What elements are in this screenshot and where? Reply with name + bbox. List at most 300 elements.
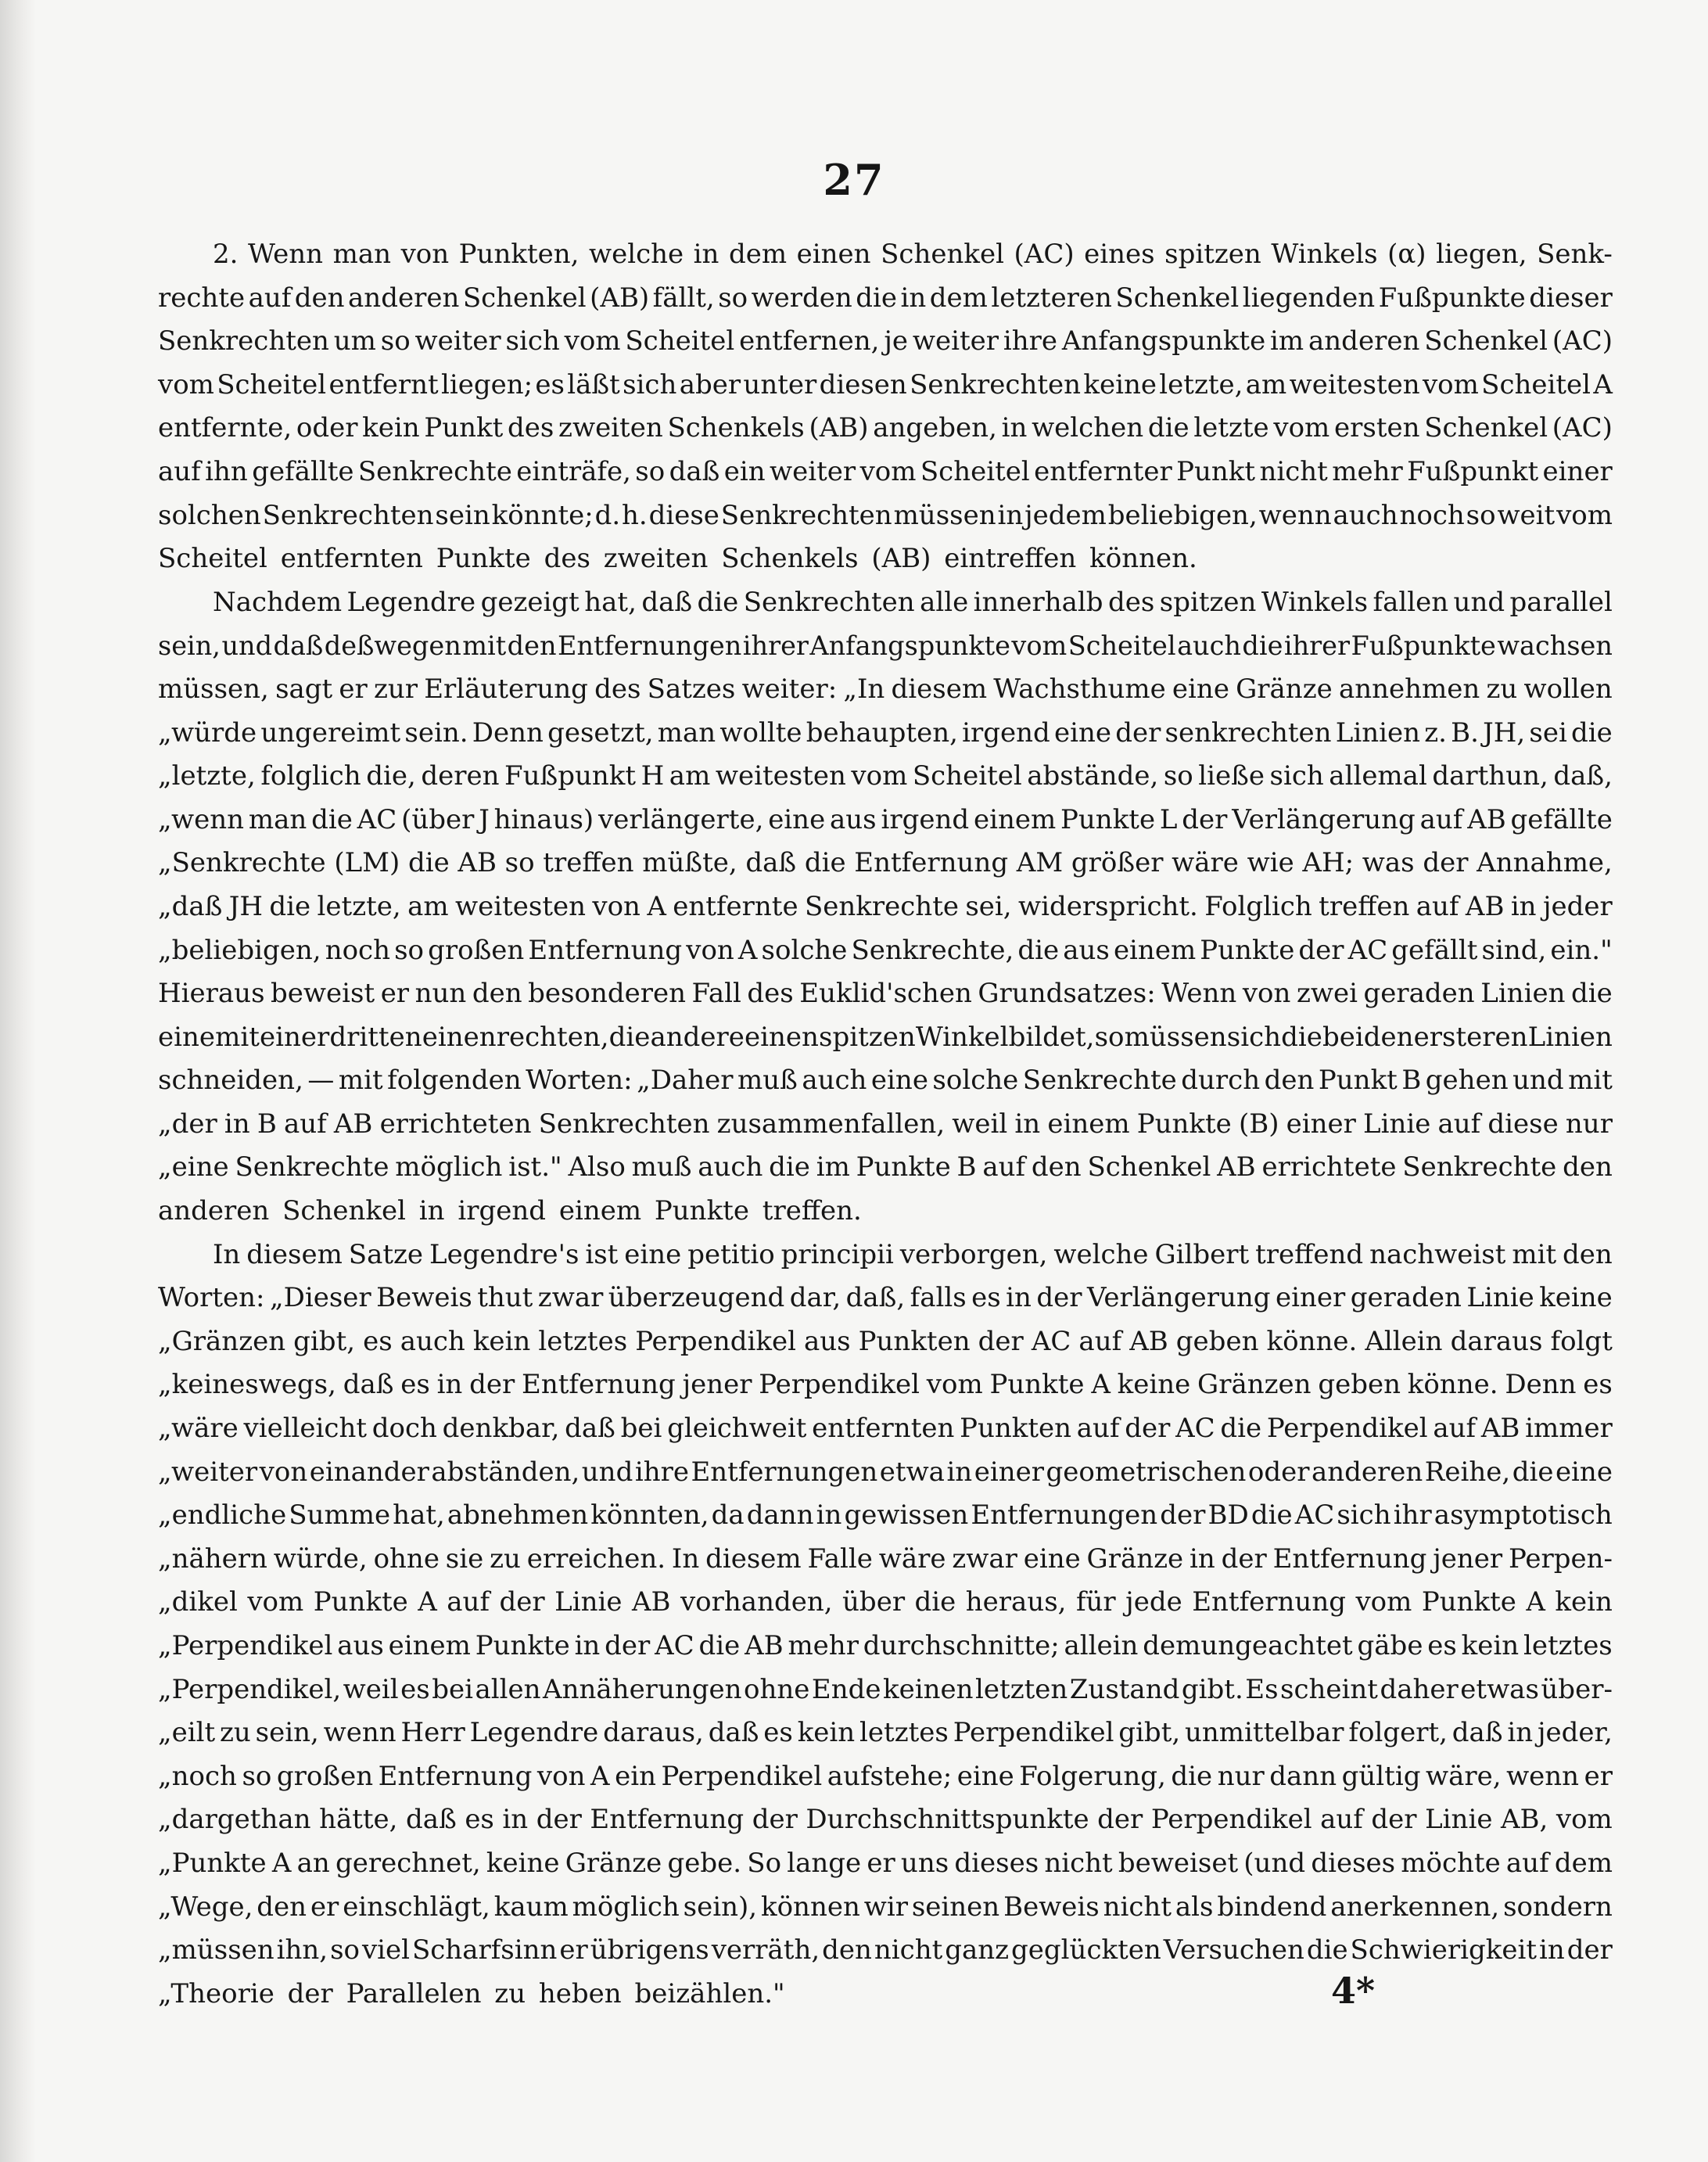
text-line <box>158 1711 1613 1755</box>
word: ist." <box>508 1151 562 1183</box>
word: und <box>1512 1065 1564 1097</box>
word: Entfernung <box>590 1804 745 1836</box>
word: auch <box>698 1151 763 1183</box>
word: Folgerung, <box>1019 1760 1166 1792</box>
word: dem <box>1554 1847 1613 1879</box>
word: in <box>436 1369 463 1401</box>
word: B. <box>1451 716 1479 749</box>
word: Annäherungen <box>543 1673 742 1705</box>
word: So <box>747 1847 782 1879</box>
word: denkbar, <box>442 1413 560 1445</box>
word: man <box>332 239 392 270</box>
word: welchen <box>1032 412 1144 444</box>
text-line <box>158 624 1613 668</box>
word: BD <box>1207 1499 1249 1532</box>
word: wie <box>1247 847 1294 879</box>
word: am <box>407 890 449 922</box>
word: 2. <box>213 239 239 270</box>
word: welche <box>588 239 684 270</box>
word: man <box>657 716 716 749</box>
word: Schenkel <box>1424 412 1548 444</box>
word: der <box>1298 934 1344 966</box>
word: eine <box>1172 673 1229 705</box>
word: keine <box>486 1847 560 1879</box>
text-line <box>158 1320 1613 1364</box>
word: Nachdem <box>213 586 343 618</box>
word: ihn <box>205 455 248 487</box>
word: Linien <box>1335 716 1421 749</box>
word: spitzen <box>1159 586 1257 618</box>
word: durchschnitte; <box>863 1630 1060 1661</box>
word: sich <box>505 325 560 357</box>
word: AB <box>1467 803 1506 835</box>
word: zwar <box>537 1282 604 1314</box>
word: AB <box>1480 1413 1520 1445</box>
word: kein <box>362 412 420 444</box>
word: Senkrechten <box>158 325 329 357</box>
word: gebe. <box>667 1847 742 1879</box>
word: des <box>747 978 794 1010</box>
word: jeder, <box>1538 1717 1613 1749</box>
word: Linie <box>1425 1804 1493 1836</box>
word: die <box>1281 1021 1322 1053</box>
word: liegen, <box>1436 239 1527 270</box>
word: vom <box>158 368 214 400</box>
word: im <box>1270 325 1304 357</box>
word: diesen <box>819 368 907 400</box>
word: petitio <box>687 1238 775 1270</box>
word: falls <box>910 1282 967 1314</box>
word: auch <box>1333 499 1398 531</box>
word: Denn <box>472 716 544 749</box>
word: weil <box>343 1673 399 1705</box>
word: Linien <box>1480 978 1566 1010</box>
word: Punkte <box>856 1151 951 1183</box>
word: sei, <box>965 890 1012 922</box>
word: ist <box>585 1238 619 1270</box>
word: gibt, <box>1118 1717 1181 1749</box>
word: treffend <box>1255 1238 1364 1270</box>
word: beweiset <box>1118 1847 1239 1879</box>
word: Winkels <box>1261 586 1369 618</box>
word: noch <box>325 934 390 966</box>
word: und <box>1453 586 1505 618</box>
word: vom <box>1011 630 1068 662</box>
word: am <box>1245 368 1287 400</box>
word: liegen; <box>440 368 533 400</box>
word: entfernen, <box>739 325 880 357</box>
word: Entfernungen <box>971 1499 1158 1532</box>
word: daß <box>406 1804 457 1836</box>
word: Senkrechte <box>804 890 959 922</box>
word: weitesten <box>454 890 586 922</box>
word: solche <box>761 934 848 966</box>
word: auf <box>1416 890 1459 922</box>
word: Zustand <box>1069 1673 1180 1705</box>
word: aus <box>1063 934 1110 966</box>
word: Perpendikel <box>1150 1804 1312 1836</box>
word: aber <box>679 368 741 400</box>
word: in <box>693 239 719 270</box>
word: errichteten <box>379 1108 532 1140</box>
word: daß <box>745 847 797 879</box>
word: darthun, <box>1432 760 1548 792</box>
word: der <box>1097 1804 1143 1836</box>
word: wäre <box>1172 847 1239 879</box>
word: die <box>1017 934 1060 966</box>
word: vorhanden, <box>680 1586 833 1618</box>
word: wachsen <box>1497 630 1613 662</box>
word: deßwegen <box>324 630 461 662</box>
word: in <box>1014 1108 1041 1140</box>
word: asymptotisch <box>1434 1499 1613 1532</box>
word: Wenn <box>1161 978 1237 1010</box>
word: Schenkels <box>667 412 805 444</box>
word: abständen, <box>431 1456 580 1488</box>
word: wenn <box>1506 1760 1580 1792</box>
word: letztes <box>859 1717 949 1749</box>
text-line <box>158 929 1613 973</box>
word: kein <box>1555 1586 1613 1618</box>
word: A <box>647 890 666 922</box>
word: daß <box>641 586 693 618</box>
word: keine <box>1083 368 1157 400</box>
word: der <box>1221 1542 1267 1575</box>
word: Punkten, <box>458 239 580 270</box>
word: sein, <box>158 630 221 662</box>
text-line <box>158 1451 1613 1495</box>
word: geraden <box>1350 1282 1462 1314</box>
word: müssen <box>893 499 996 531</box>
word: Versuchen <box>1163 1934 1304 1966</box>
word: nicht <box>1103 1891 1172 1923</box>
word: ihrer <box>1283 630 1351 662</box>
word: würde, <box>273 1542 368 1575</box>
word: gehen <box>1425 1065 1509 1097</box>
word: Punkt <box>424 412 504 444</box>
word: dem <box>728 239 788 270</box>
word: den <box>1031 1151 1082 1183</box>
word: seinen <box>911 1891 1000 1923</box>
word: geometrischen <box>1046 1456 1247 1488</box>
word: so <box>1163 760 1193 792</box>
word: Linie <box>554 1586 623 1618</box>
word: doch <box>371 1413 437 1445</box>
word: mit <box>1512 1238 1557 1270</box>
word: Annahme, <box>1477 847 1613 879</box>
word: es <box>535 368 565 400</box>
word: nicht <box>1044 1847 1113 1879</box>
word: ihre <box>1003 325 1057 357</box>
word: liegenden <box>1242 282 1376 314</box>
word: sein <box>435 499 490 531</box>
word: wenn <box>323 1717 396 1749</box>
word: etwas <box>1460 1673 1539 1705</box>
word: noch <box>1399 499 1465 531</box>
word: so <box>1094 1021 1125 1053</box>
word: in <box>1001 412 1028 444</box>
word: Punkte <box>1421 1586 1516 1618</box>
word: jedem <box>1024 499 1107 531</box>
word: Beweis <box>376 1282 472 1314</box>
word: er <box>867 1847 895 1879</box>
word: die <box>856 282 898 314</box>
word: es <box>400 1673 430 1705</box>
word: keinen <box>883 1673 974 1705</box>
word: „eine <box>158 1151 229 1183</box>
word: einträfe, <box>516 455 631 487</box>
word: es <box>1583 1369 1613 1401</box>
word: auch <box>1177 630 1241 662</box>
word: Winkel <box>915 1021 1009 1053</box>
word: so <box>242 1760 272 1792</box>
word: „letzte, <box>158 760 256 792</box>
word: die <box>698 1630 741 1661</box>
text-line <box>158 407 1613 451</box>
word: Linie <box>1363 1108 1431 1140</box>
word: Entfernung <box>1272 1542 1427 1575</box>
word: nicht <box>1259 455 1328 487</box>
word: der <box>1182 803 1228 835</box>
word: (AB) <box>809 412 869 444</box>
word: viel <box>361 1934 411 1966</box>
word: zwei <box>1296 978 1358 1010</box>
word: zusammenfallen, <box>716 1108 946 1140</box>
word: es <box>763 1717 793 1749</box>
word: auf <box>283 1108 327 1140</box>
word: allemal <box>1329 760 1427 792</box>
word: Senkrechten <box>743 586 915 618</box>
word: beweist <box>271 978 375 1010</box>
word: Erläuterung <box>424 673 588 705</box>
text-line-content: anderen Schenkel in irgend einem Punkte treffen. <box>158 1195 862 1227</box>
word: Punkte <box>313 1586 408 1618</box>
word: Senkrechten <box>720 499 892 531</box>
word: er <box>310 1891 339 1923</box>
word: auf <box>982 1151 1026 1183</box>
word: Scheitel <box>625 325 735 357</box>
word: „der <box>158 1108 217 1140</box>
word: in <box>1538 1934 1565 1966</box>
word: einer <box>259 1021 330 1053</box>
text-line <box>158 581 1613 625</box>
word: Schenkel <box>462 282 587 314</box>
word: andere <box>650 1021 745 1053</box>
word: treffen <box>543 847 634 879</box>
word: in <box>1006 1282 1032 1314</box>
word: Worten: <box>526 1065 633 1097</box>
word: Senkrechte <box>1022 1065 1177 1097</box>
word: Ende <box>811 1673 881 1705</box>
word: entfernt <box>328 368 439 400</box>
word: vom <box>247 1586 304 1618</box>
word: es <box>1427 1630 1457 1661</box>
word: „wäre <box>158 1413 239 1445</box>
word: AC <box>1175 1413 1215 1445</box>
word: aufstehe; <box>827 1760 953 1792</box>
word: „weiter <box>158 1456 258 1488</box>
text-line <box>158 1407 1613 1451</box>
word: Punkte <box>1060 803 1156 835</box>
text-line <box>158 1016 1613 1060</box>
word: einem <box>1113 934 1197 966</box>
word: sei <box>1529 716 1567 749</box>
word: wollen <box>1523 673 1613 705</box>
word: ihrer <box>742 630 809 662</box>
word: die <box>1306 1934 1348 1966</box>
word: deren <box>421 760 500 792</box>
text-line <box>158 1538 1613 1582</box>
word: einer <box>974 1456 1044 1488</box>
word: Wenn <box>247 239 324 270</box>
word: allein <box>1064 1630 1139 1661</box>
word: der <box>1125 1413 1171 1445</box>
word: Also <box>568 1151 626 1183</box>
word: der <box>1160 1499 1206 1532</box>
word: AB <box>1465 890 1505 922</box>
word: zu <box>490 1542 521 1575</box>
word: letztes <box>538 1325 628 1357</box>
word: sondern <box>1503 1891 1613 1923</box>
word: entfernte, <box>158 412 292 444</box>
word: von <box>1242 978 1291 1010</box>
word: weil <box>952 1108 1008 1140</box>
word: z. <box>1424 716 1447 749</box>
word: Scharfsinn <box>411 1934 558 1966</box>
word: Scheitel <box>1068 630 1176 662</box>
word: A <box>418 1586 437 1618</box>
word: Entfernung <box>1192 1586 1346 1618</box>
word: der <box>605 1630 651 1661</box>
word: eine <box>870 1065 928 1097</box>
word: die, <box>366 760 416 792</box>
word: bei <box>432 1673 473 1705</box>
word: verräth, <box>711 1934 820 1966</box>
word: auf <box>1437 1108 1481 1140</box>
word: dem <box>929 282 988 314</box>
word: ersteren <box>1413 1021 1528 1053</box>
text-line <box>158 972 1613 1016</box>
word: gibt. <box>1181 1673 1243 1705</box>
word: einen <box>796 239 871 270</box>
word: A <box>1526 1586 1545 1618</box>
text-line <box>158 1668 1613 1712</box>
word: auf <box>1505 1847 1549 1879</box>
word: daß <box>343 1369 394 1401</box>
word: thut <box>477 1282 533 1314</box>
word: AB <box>1129 1325 1168 1357</box>
word: gibt, <box>293 1325 356 1357</box>
word: eine <box>1555 1456 1613 1488</box>
word: heraus, <box>965 1586 1067 1618</box>
word: daher <box>1380 1673 1459 1705</box>
word: vom <box>564 325 621 357</box>
word: A <box>271 1847 292 1879</box>
word: als <box>1175 1891 1214 1923</box>
word: „beliebigen, <box>158 934 321 966</box>
word: einen <box>422 1021 497 1053</box>
word: Senkrechten <box>262 499 434 531</box>
word: die <box>914 1586 956 1618</box>
word: die <box>804 847 846 879</box>
word: rechte <box>158 282 246 314</box>
word: alle <box>920 586 969 618</box>
word: möchte <box>1401 1847 1501 1879</box>
word: folgenden <box>387 1065 522 1097</box>
word: der <box>469 1369 515 1401</box>
word: mit <box>338 1065 383 1097</box>
word: parallel <box>1509 586 1613 618</box>
word: wir <box>863 1891 908 1923</box>
word: Anfangspunkte <box>1061 325 1266 357</box>
word: sich <box>1337 1499 1391 1532</box>
word: immer <box>1525 1413 1613 1445</box>
word: größer <box>1071 847 1164 879</box>
text-line <box>158 494 1613 538</box>
word: Senkrechte <box>1402 1151 1557 1183</box>
word: weiter <box>414 325 501 357</box>
signature-mark: 4* <box>1331 1970 1376 2012</box>
text-line <box>158 1755 1613 1799</box>
text-line <box>158 451 1613 494</box>
word: In <box>213 1238 241 1270</box>
word: „Wege, <box>158 1891 253 1923</box>
text-line <box>158 1581 1613 1625</box>
word: spitzen <box>819 1021 916 1053</box>
word: A <box>737 934 758 966</box>
word: B <box>257 1108 277 1140</box>
word: es <box>465 1804 494 1836</box>
text-line-content: Scheitel entfernten Punkte des zweiten Schenkels (AB) eintreffen können. <box>158 543 1197 575</box>
word: so <box>330 1934 360 1966</box>
word: „dikel <box>158 1586 238 1618</box>
word: Fußpunkt <box>1407 455 1539 487</box>
word: Gränze <box>565 1847 662 1879</box>
word: möglich <box>572 1891 680 1923</box>
word: AH; <box>1302 847 1355 879</box>
word: die <box>769 1151 810 1183</box>
word: Grundsatzes: <box>978 978 1156 1010</box>
word: die <box>1512 1456 1554 1488</box>
word: AB <box>745 1630 784 1661</box>
word: J <box>479 803 490 835</box>
word: er <box>380 978 410 1010</box>
word: so <box>394 934 424 966</box>
word: (B) <box>1238 1108 1279 1140</box>
page-edge-shadow <box>0 0 36 2162</box>
word: geraden <box>1363 978 1475 1010</box>
word: ein." <box>1550 934 1613 966</box>
word: zu <box>1486 673 1518 705</box>
word: die <box>608 1021 651 1053</box>
word: an <box>296 1847 330 1879</box>
word: vom <box>1355 1586 1412 1618</box>
word: sein. <box>404 716 468 749</box>
word: senkrechten <box>1164 716 1332 749</box>
word: dann <box>746 1499 814 1532</box>
word: letzteren <box>991 282 1112 314</box>
word: Scheitel <box>1481 368 1591 400</box>
word: und <box>221 630 273 662</box>
word: möglich <box>395 1151 503 1183</box>
word: „eilt <box>158 1717 216 1749</box>
word: fällt, <box>652 282 715 314</box>
word: Fall <box>691 978 741 1010</box>
word: von <box>259 1456 308 1488</box>
word: „Gränzen <box>158 1325 286 1357</box>
word: mehr <box>1332 455 1403 487</box>
word: solchen <box>158 499 261 531</box>
